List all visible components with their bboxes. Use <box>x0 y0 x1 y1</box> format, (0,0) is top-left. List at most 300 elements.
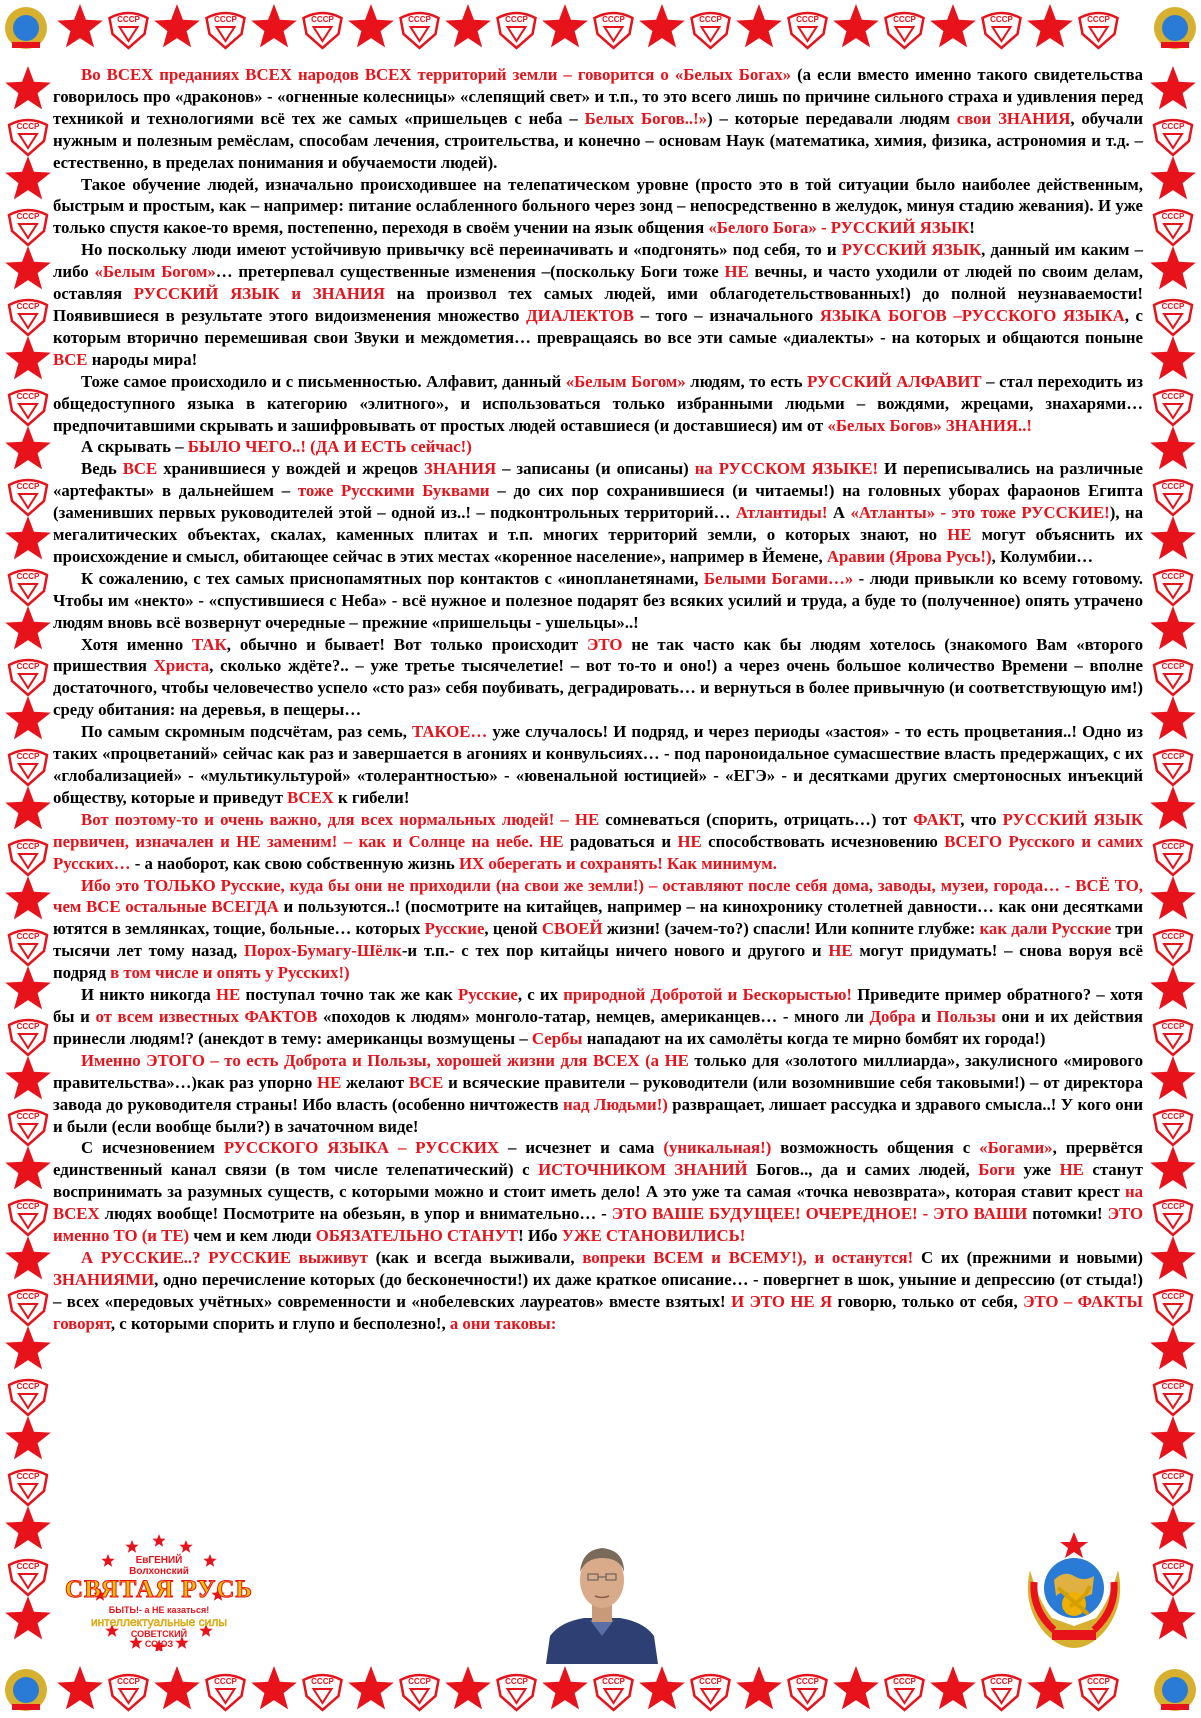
body-text: «походов к людям» монголо-татар, немцев, американцев… - много ли <box>317 1006 870 1026</box>
cccp-quality-mark-icon <box>1154 120 1192 155</box>
highlight-text: НЕ <box>677 831 702 851</box>
stamp-label: СССР <box>1161 302 1185 311</box>
body-text: -и т.п.- с тех пор китайцы ничего нового и другого и <box>401 941 829 961</box>
logo-line1: ЕвГЕНИЙ <box>135 1555 183 1566</box>
body-text: три тысячи лет тому назад, <box>53 919 1144 961</box>
stamp-label: СССР <box>1161 212 1185 221</box>
cccp-quality-mark-icon <box>9 750 47 785</box>
border-star-icon <box>154 1666 200 1709</box>
highlight-text: «Белым Богом» <box>565 371 686 391</box>
border-star-icon <box>1027 1666 1073 1709</box>
border-star-icon <box>5 1596 51 1639</box>
border-star-icon <box>5 336 51 379</box>
body-text: Но поскольку люди имеют устойчивую привычку всё переиначивать и «подгонять» под себя, то и <box>81 240 842 260</box>
body-text: С их (прежними и новыми) <box>913 1247 1143 1267</box>
highlight-text: ВСЕ <box>122 459 158 479</box>
highlight-text: Атлантиды! <box>735 503 828 523</box>
paragraph <box>53 1050 1143 1138</box>
highlight-text: ЗНАНИЯМИ <box>53 1269 155 1289</box>
body-text: ) – которые передавали людям <box>707 108 957 128</box>
highlight-text: Во ВСЕХ преданиях ВСЕХ народов ВСЕХ территорий земли – говорится о «Белых Богах» <box>81 65 792 84</box>
body-text: на произвол тех самых людей, ими облагодетельствованных!) до полной неузнаваемости! Появившиеся в результате этого видоизменения множество <box>53 284 1144 325</box>
cccp-quality-mark-icon <box>1154 1200 1192 1235</box>
body-text: сомневаться (спорить, отрицать…) тот <box>599 809 914 829</box>
body-text: , данный им каким – либо <box>53 240 1143 282</box>
cccp-quality-mark-icon <box>692 13 730 48</box>
paragraph <box>53 984 1143 1050</box>
cccp-quality-mark-icon <box>983 13 1021 48</box>
body-text: не так часто как бы людям хотелось (знакомого Вам «второго пришествия <box>53 634 1143 676</box>
logo-line2: Волхонский <box>129 1566 189 1577</box>
border-star-icon <box>5 66 51 109</box>
highlight-text: ИХ оберегать и сохранять! Как минимум. <box>458 853 777 873</box>
paragraph <box>53 1137 1143 1247</box>
body-text: и всяческие правители – руководители (или возомнившие себя таковыми!) – от директора завода до руководителя страны! Ибо власть (особенно ничтожеств <box>53 1072 1143 1114</box>
highlight-text: ФАКТ <box>913 809 961 829</box>
paragraph <box>53 809 1143 875</box>
body-text: К сожалению, с тех самых приснопамятных пор контактов с «инопланетянами, <box>81 568 704 588</box>
cccp-quality-mark-icon <box>1080 13 1118 48</box>
cccp-quality-mark-icon <box>595 13 633 48</box>
cccp-quality-mark-icon <box>9 1470 47 1505</box>
cccp-quality-mark-icon <box>9 1380 47 1415</box>
cccp-quality-mark-icon <box>1154 210 1192 245</box>
cccp-quality-mark-icon <box>1154 660 1192 695</box>
body-text: , Колумбии… <box>991 546 1093 566</box>
body-text: и пользуются..! (посмотрите на китайцев, например – на кинохронику столетней давности… как они десятками ютятся в землянках, тощие, больные… которых <box>53 897 1144 939</box>
highlight-text: на ВСЕХ <box>53 1182 1143 1224</box>
border-star-icon <box>1150 246 1196 289</box>
stamp-label: СССР <box>1161 392 1185 401</box>
body-text: И переписывались на различные «артефакты» в дальнейшем – <box>53 459 1144 501</box>
cccp-quality-mark-icon <box>9 1200 47 1235</box>
stamp-label: СССР <box>1161 932 1185 941</box>
paragraph <box>53 239 1143 370</box>
border-star-icon <box>5 246 51 289</box>
highlight-text: на РУССКОМ ЯЗЫКЕ! <box>694 459 879 479</box>
body-text: – записаны (и описаны) <box>496 459 695 479</box>
stamp-label: СССР <box>1161 1202 1185 1211</box>
cccp-quality-mark-icon <box>595 1675 633 1710</box>
body-text: – того – изначального <box>633 305 820 325</box>
border-star-icon <box>445 1666 491 1709</box>
body-text: чем и кем люди <box>189 1226 316 1246</box>
stamp-label: СССР <box>1161 1382 1185 1391</box>
highlight-text: ВСЕ <box>408 1072 444 1092</box>
highlight-text: в том числе и опять у Русских!) <box>110 963 350 983</box>
highlight-text: как дали Русские <box>979 919 1112 939</box>
highlight-text: РУССКИЙ ЯЗЫК <box>841 240 982 260</box>
border-star-icon <box>736 1666 782 1709</box>
border-star-icon <box>542 4 588 47</box>
border-star-icon <box>930 4 976 47</box>
border-star-icon <box>1150 1506 1196 1549</box>
body-text: Тоже самое происходило и с письменностью. Алфавит, данный <box>81 371 566 391</box>
cccp-quality-mark-icon <box>9 120 47 155</box>
body-text: к гибели! <box>333 787 410 807</box>
stamp-label: СССР <box>1161 752 1185 761</box>
stamp-label: СССР <box>117 15 140 24</box>
author-portrait <box>540 1532 664 1664</box>
cccp-quality-mark-icon <box>9 1560 47 1595</box>
cccp-quality-mark-icon <box>9 930 47 965</box>
border-bottom <box>0 1662 1201 1718</box>
cccp-quality-mark-icon <box>401 13 439 48</box>
border-star-icon <box>1150 1326 1196 1369</box>
highlight-text: «Богами» <box>979 1138 1053 1158</box>
border-left <box>0 0 56 1718</box>
cccp-quality-mark-icon <box>1154 1560 1192 1595</box>
stamp-label: СССР <box>16 842 40 851</box>
border-star-icon <box>348 4 394 47</box>
highlight-text: БЫЛО ЧЕГО..! (ДА И ЕСТЬ сейчас!) <box>187 437 472 457</box>
highlight-text: ИСТОЧНИКОМ ЗНАНИЙ <box>538 1160 748 1180</box>
body-text: , прервётся единственный канал связи (в том числе телепатический) с <box>53 1138 1143 1180</box>
body-text: , что <box>960 809 1003 829</box>
body-text: … претерпевал существенные изменения –(поскольку Боги тоже <box>215 262 725 282</box>
cccp-quality-mark-icon <box>1154 1380 1192 1415</box>
ussr-emblem-icon <box>1014 1530 1134 1652</box>
stamp-label: СССР <box>1161 1472 1185 1481</box>
border-star-icon <box>639 4 685 47</box>
stamp-label: СССР <box>16 1112 40 1121</box>
svyataya-rus-logo <box>64 1533 254 1651</box>
paragraph <box>53 875 1143 985</box>
stamp-label: СССР <box>16 1562 40 1571</box>
border-star-icon <box>1150 516 1196 559</box>
stamp-label: СССР <box>1161 1292 1185 1301</box>
cccp-quality-mark-icon <box>1154 930 1192 965</box>
border-star-icon <box>57 4 103 47</box>
stamp-label: СССР <box>1161 482 1185 491</box>
cccp-quality-mark-icon <box>1154 1470 1192 1505</box>
logo-motto: БЫТЬ!- а НЕ казаться! <box>108 1605 210 1615</box>
stamp-label: СССР <box>214 1677 237 1686</box>
stamp-label: СССР <box>16 662 40 671</box>
body-text: , обычно и бывает! Вот только происходит <box>226 634 588 654</box>
cccp-quality-mark-icon <box>401 1675 439 1710</box>
stamp-label: СССР <box>505 15 528 24</box>
stamp-label: СССР <box>1161 572 1185 581</box>
cccp-quality-mark-icon <box>498 1675 536 1710</box>
border-star-icon <box>736 4 782 47</box>
highlight-text: И ЭТО НЕ Я <box>731 1291 833 1311</box>
border-star-icon <box>639 1666 685 1709</box>
stamp-label: СССР <box>16 212 40 221</box>
highlight-text: ТАКОЕ… <box>412 722 488 742</box>
highlight-text: ЯЗЫКА БОГОВ –РУССКОГО ЯЗЫКА <box>819 305 1125 325</box>
paragraph <box>53 1247 1143 1335</box>
border-star-icon <box>1150 426 1196 469</box>
highlight-text: ЭТО ВАШЕ БУДУЩЕЕ! ОЧЕРЕДНОЕ! - ЭТО ВАШИ <box>611 1204 1028 1224</box>
stamp-label: СССР <box>311 1677 334 1686</box>
body-text: (а если вместо именно такого свидетельства говорилось про «драконов» - «огненные колесницы» «слепящий свет» и т.п., то это всего лишь по причине сильного страха и удивления перед техникой и технологиями всё тех же самых «пришельцев с неба – <box>53 65 1143 128</box>
border-star-icon <box>5 1416 51 1459</box>
border-right <box>1145 0 1201 1718</box>
logo-line6: СОЮЗ <box>144 1639 174 1649</box>
border-star-icon <box>445 4 491 47</box>
highlight-text: НЕ <box>317 1072 342 1092</box>
stamp-label: СССР <box>602 15 625 24</box>
cccp-quality-mark-icon <box>9 1290 47 1325</box>
stamp-label: СССР <box>408 15 431 24</box>
paragraph <box>53 568 1143 634</box>
stamp-label: СССР <box>1161 1562 1185 1571</box>
cccp-quality-mark-icon <box>110 13 148 48</box>
cccp-quality-mark-icon <box>789 13 827 48</box>
body-text: могут придумать! – снова воруя всё подряд <box>53 941 1144 983</box>
cccp-quality-mark-icon <box>692 1675 730 1710</box>
border-star-icon <box>1150 1236 1196 1279</box>
cccp-quality-mark-icon <box>1154 390 1192 425</box>
body-text: Ведь <box>81 459 123 479</box>
body-text: ! Ибо <box>518 1226 562 1246</box>
stamp-label: СССР <box>1161 1112 1185 1121</box>
article-text <box>53 64 1143 1335</box>
stamp-label: СССР <box>16 1022 40 1031</box>
body-text: могут объяснить их происхождение и смысл, обитающее сейчас в этих местах «коренное население», например в Йемене, <box>53 525 1143 566</box>
body-text: поступал точно так же как <box>240 985 458 1005</box>
body-text: они и их действия принесли людям!? (анекдот в тему: американцы возмущены – <box>53 1006 1143 1048</box>
highlight-text: вопреки ВСЕМ и ВСЕМУ!), и останутся! <box>582 1247 914 1267</box>
stamp-label: СССР <box>893 1677 916 1686</box>
highlight-text: ЭТО именно ТО (и ТЕ) <box>53 1204 1143 1246</box>
stamp-label: СССР <box>990 1677 1013 1686</box>
stamp-label: СССР <box>16 392 40 401</box>
border-star-icon <box>1150 966 1196 1009</box>
stamp-label: СССР <box>699 1677 722 1686</box>
highlight-text: УЖЕ СТАНОВИЛИСЬ! <box>561 1226 746 1246</box>
paragraph <box>53 721 1143 809</box>
border-star-icon <box>5 696 51 739</box>
border-star-icon <box>1150 696 1196 739</box>
border-star-icon <box>5 1236 51 1279</box>
cccp-quality-mark-icon <box>789 1675 827 1710</box>
highlight-text: а они таковы: <box>449 1313 557 1333</box>
border-star-icon <box>1150 876 1196 919</box>
border-top <box>0 0 1201 56</box>
stamp-label: СССР <box>16 1292 40 1301</box>
stamp-label: СССР <box>1161 1022 1185 1031</box>
border-star-icon <box>5 786 51 829</box>
highlight-text: СВОЕЙ <box>541 919 603 939</box>
paragraph <box>53 174 1143 240</box>
cccp-quality-mark-icon <box>983 1675 1021 1710</box>
border-star-icon <box>5 1056 51 1099</box>
highlight-text: НЕ <box>215 985 241 1005</box>
border-star-icon <box>5 426 51 469</box>
highlight-text: ЭТО – ФАКТЫ говорят <box>53 1291 1143 1333</box>
body-text: – стал переходить из общедоступного языка в категорию «элитного», и использоваться только избранными людьми – вождями, жрецами, знахарями… предпочитавшими скрывать и зашифровывать от простых людей оставшиеся (и доставшиеся) им от <box>53 371 1144 435</box>
border-star-icon <box>57 1666 103 1709</box>
body-text: хранившиеся у вождей и жрецов <box>157 459 424 479</box>
stamp-label: СССР <box>16 302 40 311</box>
stamp-label: СССР <box>1087 1677 1110 1686</box>
stamp-label: СССР <box>16 932 40 941</box>
body-text: говорю, только от себя, <box>832 1291 1024 1311</box>
cccp-quality-mark-icon <box>9 660 47 695</box>
highlight-text: «Белым Богом» <box>94 262 216 282</box>
body-text: Приведите пример обратного? – хотя бы и <box>53 985 1143 1026</box>
body-text: ), на мегалитических объектах, скалах, каменных плитах и т.п. многих территорий земли, о которых знают, но <box>53 503 1144 545</box>
cccp-quality-mark-icon <box>9 300 47 335</box>
border-star-icon <box>5 1506 51 1549</box>
highlight-text: Белыми Богами…» <box>703 568 854 588</box>
stamp-label: СССР <box>311 15 334 24</box>
cccp-quality-mark-icon <box>9 480 47 515</box>
body-text: желают <box>341 1072 409 1092</box>
border-star-icon <box>1150 1416 1196 1459</box>
border-star-icon <box>251 1666 297 1709</box>
border-star-icon <box>930 1666 976 1709</box>
border-star-icon <box>5 1326 51 1369</box>
highlight-text: НЕ <box>947 525 972 545</box>
stamp-label: СССР <box>1161 662 1185 671</box>
cccp-quality-mark-icon <box>1154 570 1192 605</box>
stamp-label: СССР <box>16 1202 40 1211</box>
highlight-text: Ибо это ТОЛЬКО Русские, куда бы они не приходили (на свои же земли!) – оставляют после себя дома, заводы, музеи, города… - ВСЁ ТО, чем ВСЕ остальные ВСЕГДА <box>53 875 1143 917</box>
body-text: станут воспринимать за разумных существ, с которыми можно и стоит иметь дело! А это уже та самая «точка невозвратa», которая ставит крест <box>53 1160 1143 1202</box>
border-star-icon <box>1150 1146 1196 1189</box>
border-star-icon <box>348 1666 394 1709</box>
cccp-quality-mark-icon <box>110 1675 148 1710</box>
highlight-text: над Людьми!) <box>562 1094 668 1114</box>
body-text: , с которыми спорить и глупо и бесполезно!, <box>110 1313 450 1333</box>
highlight-text: Сербы <box>531 1028 583 1048</box>
stamp-label: СССР <box>796 1677 819 1686</box>
body-text: только для «золотого миллиарда», закулисного «мирового правительства»…)как раз упорно <box>53 1050 1143 1092</box>
border-star-icon <box>154 4 200 47</box>
body-text: , сколько ждёте?.. – уже третье тысячелетие! – вот то-то и оно!) а через очень большое количество Времени – вполне достаточного, чтобы человечество успело «сто раз» себя поубивать, деградировать… и вернуться в более привычную (и соответствующую им!) среду обитания: на деревья, в пещеры… <box>53 656 1143 720</box>
highlight-text: «Белых Богов» ЗНАНИЯ..! <box>827 415 1033 435</box>
border-star-icon <box>5 966 51 1009</box>
cccp-quality-mark-icon <box>1154 1290 1192 1325</box>
stamp-label: СССР <box>16 752 40 761</box>
highlight-text: Христа <box>153 656 210 676</box>
cccp-quality-mark-icon <box>207 13 245 48</box>
stamp-label: СССР <box>16 1382 40 1391</box>
border-star-icon <box>542 1666 588 1709</box>
stamp-label: СССР <box>699 15 722 24</box>
highlight-text: ТАК <box>192 634 227 654</box>
body-text: и <box>915 1006 937 1026</box>
highlight-text: Аравии (Ярова Русь!) <box>826 546 992 566</box>
highlight-text: РУССКОГО ЯЗЫКА – РУССКИХ <box>223 1138 500 1158</box>
body-text: – до сих пор сохранившиеся (и читаемы!) на головных уборах фараонов Египта (заменивших первых руководителей этой – одной из..! – подконтрольных территорий… <box>53 481 1143 523</box>
body-text: Хотя именно <box>81 634 193 654</box>
highlight-text: Именно ЭТОГО – то есть Доброта и Пользы, хорошей жизни для ВСЕХ (а НЕ <box>81 1050 689 1070</box>
highlight-text: ЭТО <box>587 634 623 654</box>
body-text: способствовать исчезновению <box>701 831 945 851</box>
border-star-icon <box>833 4 879 47</box>
highlight-text: (уникальная!) <box>663 1138 772 1158</box>
body-text: людях вообще! Посмотрите на обезьян, в упор и внимательно… - <box>99 1204 612 1224</box>
border-star-icon <box>5 606 51 649</box>
body-text: людям, то есть <box>685 371 808 391</box>
cccp-quality-mark-icon <box>207 1675 245 1710</box>
highlight-text: РУССКИЙ ЯЗЫК и ЗНАНИЯ <box>133 284 385 304</box>
stamp-label: СССР <box>602 1677 625 1686</box>
highlight-text: Вот поэтому-то и очень важно, для всех нормальных людей! – НЕ <box>81 809 600 829</box>
highlight-text: ВСЕГО Русского и самих Русских… <box>53 831 1144 873</box>
body-text: С исчезновением <box>81 1138 224 1158</box>
border-star-icon <box>1150 336 1196 379</box>
highlight-text: тоже Русскими Буквами <box>297 481 490 501</box>
cccp-quality-mark-icon <box>9 840 47 875</box>
logo-line5: СОВЕТСКИЙ <box>130 1629 188 1639</box>
body-text: (как и всегда выживали, <box>367 1247 583 1267</box>
highlight-text: природной Добротой и Бескорыстью! <box>563 985 853 1005</box>
border-star-icon <box>1150 1056 1196 1099</box>
highlight-text: Добра <box>869 1006 916 1026</box>
highlight-text: Белых Богов..!» <box>584 108 708 128</box>
cccp-quality-mark-icon <box>1154 480 1192 515</box>
body-text: – исчезнет и сама <box>499 1138 664 1158</box>
stamp-label: СССР <box>16 572 40 581</box>
stamp-label: СССР <box>796 15 819 24</box>
border-star-icon <box>5 1146 51 1189</box>
stamp-label: СССР <box>408 1677 431 1686</box>
highlight-text: ДИАЛЕКТОВ <box>526 305 634 325</box>
highlight-text: НЕ <box>1059 1160 1084 1180</box>
border-star-icon <box>1027 4 1073 47</box>
body-text: - люди привыкли ко всему готовому. Чтобы им «некто» - «спустившиеся с Неба» - всё нужное и полезное подарят без всяких усилий и труда, а буде то (полученное) опять утрачено людям вновь всё возвернут очередные – прежние «пришельцы - ушельцы»..! <box>53 568 1143 632</box>
body-text: ! <box>969 218 975 238</box>
body-text: , обучали нужным и полезным ремёслам, способам лечения, строительства, и конечно – основам Наук (математика, химия, физика, астрономия и т.д. – естественно, в пределах понимания и обучаемости людей). <box>53 108 1144 172</box>
cccp-quality-mark-icon <box>9 210 47 245</box>
border-star-icon <box>5 876 51 919</box>
body-text: уже случалось! И подряд, и через периоды «застоя» - то есть процветания..! Одно из таких «процветаний» сейчас как раз и завершается в агониях и конвульсиях… - под пароноидальное сумасшествие власть предержащих, с их «глобализацией» - «мультикультурой» «толерантностью» - «ювенальной юстицией» - «ЕГЭ» - и десятками других смертоносных инъекций обществу, которые и приведут <box>53 722 1143 807</box>
paragraph <box>53 64 1143 174</box>
highlight-text: ВСЕ <box>53 349 88 369</box>
stamp-label: СССР <box>1087 15 1110 24</box>
border-star-icon <box>1150 606 1196 649</box>
cccp-quality-mark-icon <box>9 570 47 605</box>
border-star-icon <box>5 516 51 559</box>
cccp-quality-mark-icon <box>886 1675 924 1710</box>
stamp-label: СССР <box>117 1677 140 1686</box>
highlight-text: Русские <box>458 985 518 1005</box>
body-text: народы мира! <box>87 349 198 369</box>
body-text: - а наоборот, как свою собственную жизнь <box>130 853 459 873</box>
stamp-label: СССР <box>214 15 237 24</box>
border-star-icon <box>1150 66 1196 109</box>
body-text: вечны, и часто уходили от людей по своим делам, оставляя <box>53 262 1143 304</box>
border-star-icon <box>833 1666 879 1709</box>
logo-title: СВЯТАЯ РУСЬ <box>65 1576 253 1603</box>
stamp-label: СССР <box>1161 122 1185 131</box>
body-text: уже <box>1015 1160 1060 1180</box>
cccp-quality-mark-icon <box>304 13 342 48</box>
body-text: И никто никогда <box>81 985 216 1005</box>
highlight-text: НЕ <box>724 262 749 282</box>
cccp-quality-mark-icon <box>1154 1110 1192 1145</box>
highlight-text: от всем известных ФАКТОВ <box>95 1006 318 1026</box>
paragraph <box>53 634 1143 722</box>
cccp-quality-mark-icon <box>9 390 47 425</box>
highlight-text: Порох-Бумагу-Шёлк <box>244 941 402 961</box>
highlight-text: ЗНАНИЯ <box>423 459 497 479</box>
stamp-label: СССР <box>1161 842 1185 851</box>
body-text: , одно перечисление которых (до бесконечности!) их даже краткое описание… - повергнет в шок, уныние и депрессию (от стыда!) – всех «передовых учётных» современности и «нобелевских лауреатов» вместе взятых! <box>53 1269 1143 1311</box>
highlight-text: Пользы <box>936 1006 996 1026</box>
cccp-quality-mark-icon <box>9 1110 47 1145</box>
border-star-icon <box>1150 1596 1196 1639</box>
body-text: , с которым вторично перемешивая свои Звуки и междометия… превращаясь во все эти самые «диалекты» - на которых и общаются поныне <box>53 305 1143 347</box>
stamp-label: СССР <box>16 482 40 491</box>
border-star-icon <box>5 156 51 199</box>
stamp-label: СССР <box>990 15 1013 24</box>
